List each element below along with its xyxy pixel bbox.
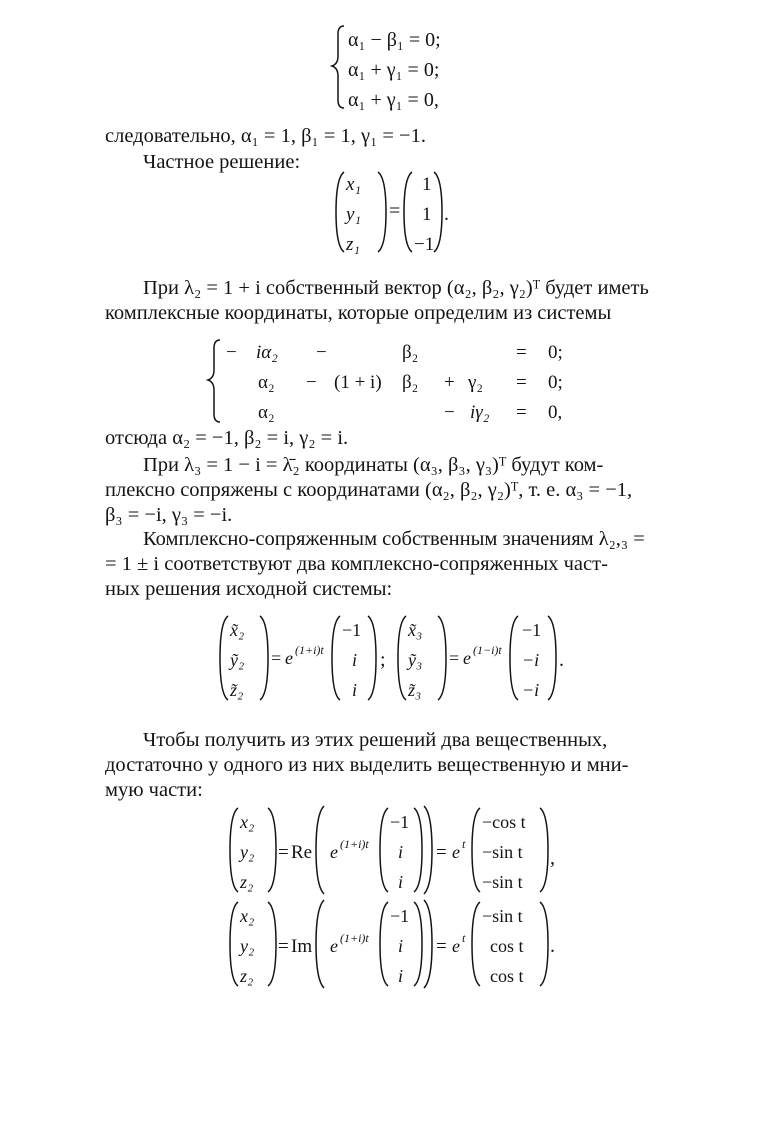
p4-line2: достаточно у одного из них выделить вещественную и мни- (105, 754, 629, 776)
p3-line2: = 1 ± i соответствуют два комплексно-сопряженных част- (105, 553, 608, 575)
sys2-r1-eq: = (516, 342, 527, 363)
im-eq1: = (278, 936, 289, 957)
sys2-r3-alpha: α₂ (258, 402, 275, 423)
sys2-r3-minus: − (444, 402, 455, 423)
line-consequently (105, 124, 426, 149)
re-result-3: −sin t (482, 872, 523, 892)
re-pow: (1+i)t (340, 837, 369, 851)
particular-val-1: 1 (422, 174, 432, 195)
hence-text: отсюда α₂ = −1, β₂ = i, γ₂ = i. (105, 427, 349, 449)
sys2-r2-eq: = (516, 372, 527, 393)
real-part-equation (228, 804, 588, 896)
system1-row2: α₁ + γ₁ = 0; (348, 59, 440, 81)
cs-right-val3: −i (522, 680, 540, 700)
paragraph-lambda3 (105, 453, 685, 528)
sys2-r2-coef: (1 + i) (334, 372, 382, 393)
cs-left-val2: i (352, 650, 358, 670)
re-exp: e (330, 842, 338, 862)
re-result-2: −sin t (482, 842, 523, 862)
p2-line1: При λ₃ = 1 − i = λ̄₂ координаты (α₃, β₃, γ₃)ᵀ будут ком- (143, 454, 604, 476)
cs-left-val3: i (352, 680, 358, 700)
p1-line1: При λ₂ = 1 + i собственный вектор (α₂, β₂, γ₂)ᵀ будет иметь (143, 277, 649, 299)
cs-end: . (559, 649, 564, 671)
cs-left-eq: = (271, 648, 282, 668)
p3-line1: Комплексно-сопряженным собственным значениям λ₂,₃ = (143, 528, 645, 550)
system-alpha1 (330, 18, 470, 118)
equals-sign: = (389, 200, 401, 222)
im-coef-pow: t (462, 931, 466, 945)
cs-left-exp: e (285, 648, 293, 668)
cs-left-pow: (1+i)t (295, 643, 324, 657)
cs-right-val1: −1 (522, 620, 542, 640)
sys2-r3-eq: = (516, 402, 527, 423)
complex-solutions (218, 612, 578, 706)
re-var-y: y₂ (240, 842, 255, 862)
p4-line3: мую части: (105, 779, 203, 801)
sys2-r2-alpha: α₂ (258, 372, 275, 393)
paragraph-conjugate (105, 527, 685, 602)
re-eq1: = (278, 842, 289, 863)
particular-label-text: Частное решение: (143, 151, 301, 173)
particular-label (143, 150, 300, 175)
cs-left-var1: x̃₂ (230, 620, 245, 640)
sys2-r2-gamma: γ₂ (468, 372, 484, 393)
system1-row1: α₁ − β₁ = 0; (348, 29, 441, 51)
im-pow: (1+i)t (340, 931, 369, 945)
cs-right-val2: −i (522, 650, 540, 670)
particular-end: . (444, 203, 449, 225)
particular-val-2: 1 (422, 204, 432, 225)
im-end: . (550, 935, 555, 957)
p2-line2: плексно сопряжены с координатами (α₂, β₂, γ₂)ᵀ, т. е. α₃ = −1, (105, 479, 633, 501)
im-var-z: z₂ (240, 966, 254, 986)
p4-line1: Чтобы получить из этих решений два вещественных, (143, 729, 608, 751)
im-exp: e (330, 936, 338, 956)
p2-line3: β₃ = −i, γ₃ = −i. (105, 504, 233, 526)
sys2-r2-beta: β₂ (402, 372, 419, 393)
sys2-r2-minus: − (306, 372, 317, 393)
re-operator: Re (291, 842, 313, 863)
sys2-r3-igamma: iγ₂ (470, 402, 490, 423)
im-inner-3: i (398, 966, 404, 986)
im-operator: Im (291, 936, 313, 957)
system-alpha2 (208, 336, 588, 428)
re-var-z: z₂ (240, 872, 254, 892)
cs-right-exp: e (463, 648, 471, 668)
im-var-x: x₂ (240, 906, 255, 926)
particular-val-3: −1 (414, 234, 435, 255)
sys2-r1-rhs: 0; (548, 342, 563, 363)
cs-right-var3: z̃₃ (408, 680, 422, 700)
re-inner-1: −1 (390, 812, 410, 832)
consequently-text: следовательно, α₁ = 1, β₁ = 1, γ₁ = −1. (105, 125, 426, 147)
line-hence (105, 426, 348, 451)
re-inner-2: i (398, 842, 404, 862)
system1-row3: α₁ + γ₁ = 0, (348, 89, 439, 111)
particular-var-z: z₁ (346, 234, 360, 255)
re-result-1: −cos t (482, 812, 526, 832)
cs-separator: ; (380, 649, 386, 671)
sys2-r2-rhs: 0; (548, 372, 563, 393)
re-coef: e (452, 842, 460, 862)
particular-solution (334, 168, 464, 258)
cs-left-var2: ỹ₂ (230, 650, 245, 670)
cs-right-var1: x̃₃ (408, 620, 423, 640)
sys2-r1-ialpha: iα₂ (256, 342, 278, 363)
cs-left-val1: −1 (342, 620, 362, 640)
im-eq2: = (436, 936, 447, 957)
sys2-r1-beta: β₂ (402, 342, 419, 363)
im-var-y: y₂ (240, 936, 255, 956)
particular-var-y: y₁ (346, 204, 362, 225)
p3-line3: ных решения исходной системы: (105, 578, 393, 600)
paragraph-real (105, 728, 685, 803)
re-end: , (550, 847, 555, 869)
im-coef: e (452, 936, 460, 956)
sys2-r1-minus2: − (316, 342, 327, 363)
im-inner-1: −1 (390, 906, 410, 926)
cs-left-var3: z̃₂ (230, 680, 244, 700)
im-inner-2: i (398, 936, 404, 956)
sys2-r3-rhs: 0, (548, 402, 563, 423)
re-eq2: = (436, 842, 447, 863)
cs-right-pow: (1−i)t (473, 643, 502, 657)
sys2-r1-minus: − (226, 342, 237, 363)
im-result-1: −sin t (482, 906, 523, 926)
re-var-x: x₂ (240, 812, 255, 832)
particular-var-x: x₁ (346, 174, 362, 195)
cs-right-eq: = (449, 648, 460, 668)
paragraph-lambda2 (105, 276, 685, 326)
im-result-3: cos t (490, 966, 524, 986)
re-coef-pow: t (462, 837, 466, 851)
im-result-2: cos t (490, 936, 524, 956)
cs-right-var2: ỹ₃ (408, 650, 423, 670)
re-inner-3: i (398, 872, 404, 892)
imag-part-equation (228, 898, 588, 990)
p1-line2: комплексные координаты, которые определим из системы (105, 302, 612, 324)
sys2-r2-plus: + (444, 372, 455, 393)
